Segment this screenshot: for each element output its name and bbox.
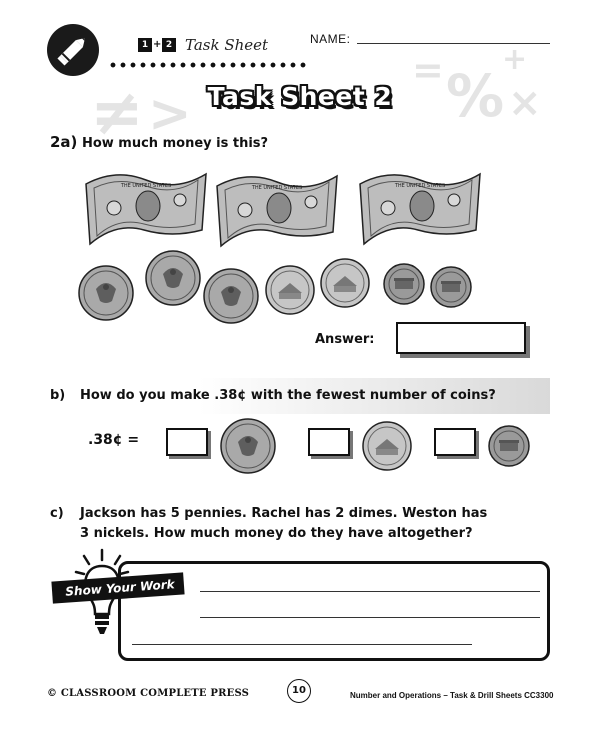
question-c-line-2: 3 nickels. How much money do they have altogether? xyxy=(80,526,473,541)
nickel-coin-icon xyxy=(320,258,370,308)
quarter-count-input[interactable] xyxy=(166,428,208,456)
penny-coin-icon xyxy=(488,425,530,467)
quarter-coin-icon xyxy=(203,268,259,324)
task-sheet-logo xyxy=(138,36,268,54)
show-your-work-label: Show Your Work xyxy=(64,577,176,599)
pencil-icon xyxy=(47,24,99,76)
dollar-bill-icon xyxy=(213,162,341,254)
dotted-divider xyxy=(108,62,308,68)
bg-not-equal-symbol: ≠ xyxy=(90,76,144,150)
amount-label: .38¢ = xyxy=(88,432,140,448)
bg-equal-symbol: = xyxy=(412,48,444,92)
bg-plus-symbol: + xyxy=(502,42,528,77)
nickel-count-input[interactable] xyxy=(308,428,350,456)
work-line[interactable] xyxy=(132,644,472,645)
page-number: 10 xyxy=(287,679,311,703)
quarter-coin-icon xyxy=(78,265,134,321)
name-label: NAME: xyxy=(310,32,351,46)
name-field[interactable] xyxy=(357,43,550,44)
penny-coin-icon xyxy=(430,266,472,308)
logo-text: Task Sheet xyxy=(185,36,269,54)
question-c-line-1: Jackson has 5 pennies. Rachel has 2 dimes. Weston has xyxy=(80,506,488,521)
series-credit: Number and Operations – Task & Drill Sheets CC3300 xyxy=(350,691,554,700)
penny-count-input[interactable] xyxy=(434,428,476,456)
answer-input[interactable] xyxy=(396,322,526,354)
nickel-coin-icon xyxy=(362,421,412,471)
question-b-number: b) xyxy=(50,388,66,403)
svg-text:THE UNITED STATES: THE UNITED STATES xyxy=(120,183,172,189)
bg-times-symbol: × xyxy=(508,80,542,126)
work-line[interactable] xyxy=(200,591,540,592)
penny-coin-icon xyxy=(383,263,425,305)
logo-plus: + xyxy=(153,39,162,50)
bg-percent-symbol: % xyxy=(446,62,505,130)
question-b xyxy=(50,388,496,403)
quarter-coin-icon xyxy=(220,418,276,474)
page-title: Task Sheet 2 xyxy=(207,82,393,111)
dollar-bill-icon xyxy=(356,160,484,252)
logo-digit-one: 1 xyxy=(138,38,152,52)
publisher-credit: © CLASSROOM COMPLETE PRESS xyxy=(47,688,250,699)
work-line[interactable] xyxy=(200,617,540,618)
question-c-number: c) xyxy=(50,506,64,521)
svg-text:THE UNITED STATES: THE UNITED STATES xyxy=(394,183,446,189)
quarter-coin-icon xyxy=(145,250,201,306)
question-c xyxy=(50,504,487,544)
logo-digit-two: 2 xyxy=(162,38,176,52)
question-a-number: 2a) xyxy=(50,133,78,151)
question-a xyxy=(50,133,268,151)
answer-label: Answer: xyxy=(315,332,375,347)
question-b-text: How do you make .38¢ with the fewest number of coins? xyxy=(80,388,496,403)
question-a-text: How much money is this? xyxy=(81,136,269,151)
svg-text:THE UNITED STATES: THE UNITED STATES xyxy=(251,185,303,191)
nickel-coin-icon xyxy=(265,265,315,315)
dollar-bill-icon xyxy=(82,160,210,252)
bg-greater-symbol: > xyxy=(148,84,192,144)
